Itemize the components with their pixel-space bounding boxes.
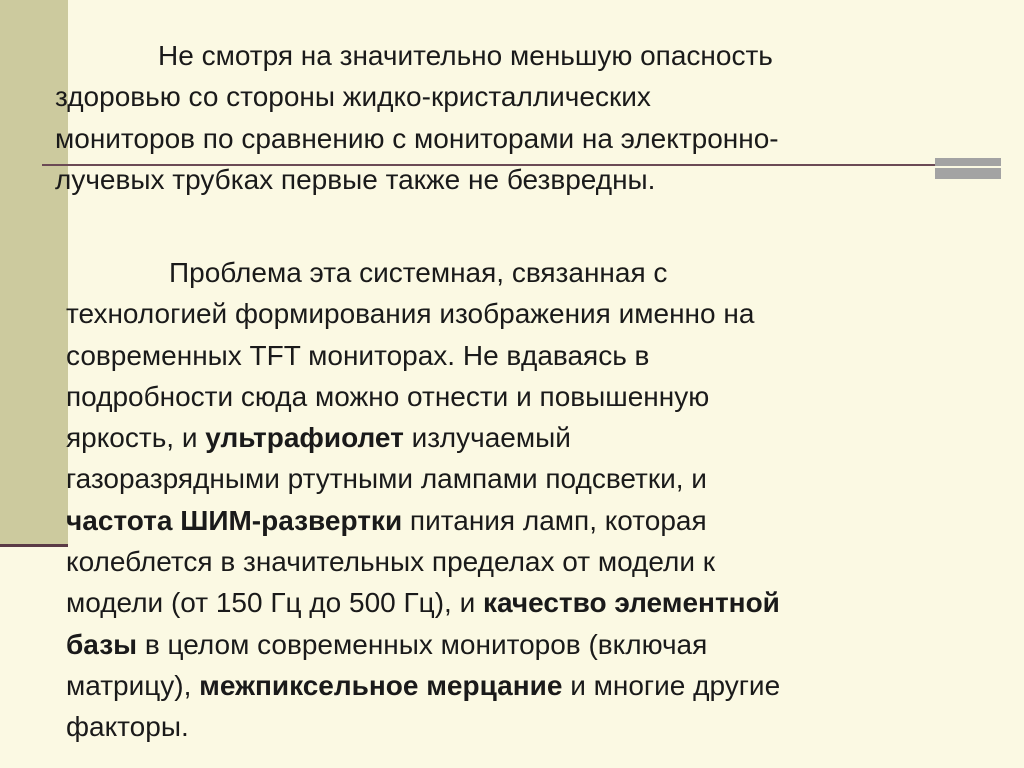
paragraph-2-line-8: колеблется в значительных пределах от модели к bbox=[66, 546, 716, 578]
paragraph-2-line-11-text-end: и многие другие bbox=[562, 669, 781, 701]
paragraph-2-line-1: Проблема эта системная, связанная с bbox=[169, 257, 668, 288]
paragraph-2-line-7-text: питания ламп, которая bbox=[402, 504, 707, 536]
paragraph-2-line-9-text: модели (от 150 Гц до 500 Гц), и bbox=[66, 587, 483, 619]
paragraph-1-line-3: мониторов по сравнению с мониторами на электронно- bbox=[55, 122, 779, 154]
paragraph-2-line-4: подробности сюда можно отнести и повышенную bbox=[66, 380, 710, 412]
paragraph-2-line-2: технологией формирования изображения именно на bbox=[66, 298, 755, 330]
gray-accent-bar-stripe bbox=[935, 166, 1001, 168]
paragraph-1-line-4: лучевых трубках первые также не безвредны. bbox=[55, 163, 656, 195]
highlight-interpixel-flicker: межпиксельное мерцание bbox=[199, 669, 563, 701]
paragraph-1-line-2: здоровью со стороны жидко-кристаллических bbox=[55, 81, 651, 113]
highlight-pwm-frequency: частота ШИМ-развертки bbox=[66, 504, 403, 536]
highlight-ultraviolet: ультрафиолет bbox=[205, 422, 404, 454]
paragraph-2-line-5-text: яркость, и bbox=[66, 422, 206, 454]
paragraph-2-line-3: современных TFT мониторах. Не вдаваясь в bbox=[66, 339, 650, 371]
highlight-component-quality: качество элементной bbox=[483, 587, 780, 619]
paragraph-2-line-11-text: матрицу), bbox=[66, 669, 200, 701]
paragraph-2-line-6: газоразрядными ртутными лампами подсветки, и bbox=[66, 463, 707, 495]
paragraph-2 bbox=[66, 252, 780, 748]
gray-accent-bar bbox=[935, 158, 1001, 179]
paragraph-2-line-5-text-end: излучаемый bbox=[403, 422, 571, 454]
paragraph-1-line-1: Не смотря на значительно меньшую опасность bbox=[158, 40, 773, 71]
paragraph-2-line-10-text: в целом современных мониторов (включая bbox=[137, 628, 708, 660]
paragraph-1 bbox=[55, 35, 779, 200]
left-divider-line bbox=[0, 544, 68, 547]
paragraph-2-line-12: факторы. bbox=[66, 711, 189, 743]
highlight-component-quality-end: базы bbox=[66, 628, 138, 660]
